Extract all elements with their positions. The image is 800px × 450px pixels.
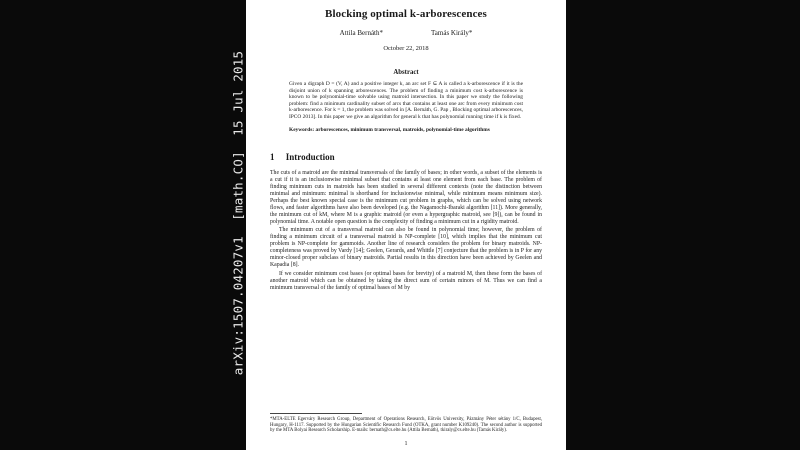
paper-page-inner (246, 0, 566, 450)
keywords-label: Keywords: (289, 126, 315, 133)
footnote-text: *MTA-ELTE Egerváry Research Group, Department of Operations Research, Eötvös University, Pázmány Péter sétány 1/C, Budapest, Hungary, H-1117. Supported by the Hungarian Scientific Research Fund (OTKA, grant number K109240). The second author is supported by the MTA Bolyai Research Scholarship. E-mails: bernath@cs.elte.hu (Attila Bernáth), tkiraly@cs.elte.hu (Tamás Király). (270, 416, 542, 434)
author-name-1: Attila Bernáth* (339, 29, 384, 37)
author-name-2: Tamás Király* (431, 29, 473, 37)
section-heading-introduction (270, 152, 542, 162)
body-paragraph-1: The cuts of a matroid are the minimal transversals of the family of bases; in other words, a subset of the elements is a cut if it is an inclusionwise minimal subset that contains at least one element from each base. The problem of finding minimum cuts in matroids has been studied in several different contexts (note the distinction between minimal and minimum: minimal is shorthand for inclusionwise minimal, while minimum means minimum size). Perhaps the best known special case is the minimum cut problem in graphs, which can be solved using network flows, and faster algorithms have also been developed (e.g. the Nagamochi-Ibaraki algorithm [11]). More generally, the minimum cut of kM, where M is a graphic matroid (or even a hypergraphic matroid, see [9]), can be found in polynomial time. A notable open question is the complexity of finding a minimum cut in a rigidity matroid. (270, 170, 542, 225)
keywords-line (289, 127, 523, 134)
keywords-text: arborescences, minimum transversal, matroids, polynomial-time algorithms (315, 126, 490, 133)
arxiv-watermark: arXiv:1507.04207v1 [math.CO] 15 Jul 2015 (230, 50, 246, 376)
section-number: 1 (270, 152, 275, 163)
authors-row (270, 29, 542, 37)
abstract-heading: Abstract (393, 69, 419, 76)
paper-title: Blocking optimal k-arborescences (325, 8, 487, 20)
abstract-text: Given a digraph D = (V, A) and a positive integer k, an arc set F ⊆ A is called a k-arborescence if it is the disjoint union of k spanning arborescences. The problem of finding a minimum cost k-arborescence is known to be polynomial-time solvable using matroid intersection. In this paper we study the following problem: find a minimum cardinality subset of arcs that contains at least one arc from every minimum cost k-arborescence. For k = 1, the problem was solved in [A. Bernáth, G. Pap , Blocking optimal arborescences, IPCO 2013]. In this paper we give an algorithm for general k that has polynomial running time if k is fixed. (289, 81, 523, 120)
paper-date: October 22, 2018 (383, 45, 429, 52)
body-paragraph-3: If we consider minimum cost bases (or optimal bases for brevity) of a matroid M, then these form the bases of another matroid which can be obtained by taking the direct sum of certain minors of M. Thus we can find a minimum transversal of the family of optimal bases of M by (270, 270, 542, 291)
footnote-rule (270, 413, 362, 414)
footnote-area (270, 413, 542, 434)
section-title: Introduction (285, 152, 335, 163)
body-paragraph-2: The minimum cut of a transversal matroid can also be found in polynomial time; however, the problem of finding a minimum circuit of a transversal matroid is NP-complete [10], which implies that the minimum cut problem is NP-complete for gammoids. Another line of research considers the problem for binary matroids. NP-completeness was proved by Vardy [14]; Geelen, Gerards, and Whittle [7] conjecture that the problem is in P for any minor-closed proper subclass of binary matroids. Partial results in this direction have been achieved by Geelen and Kapadia [8]. (270, 227, 542, 268)
paper-page (246, 0, 566, 450)
page-number: 1 (404, 441, 408, 447)
